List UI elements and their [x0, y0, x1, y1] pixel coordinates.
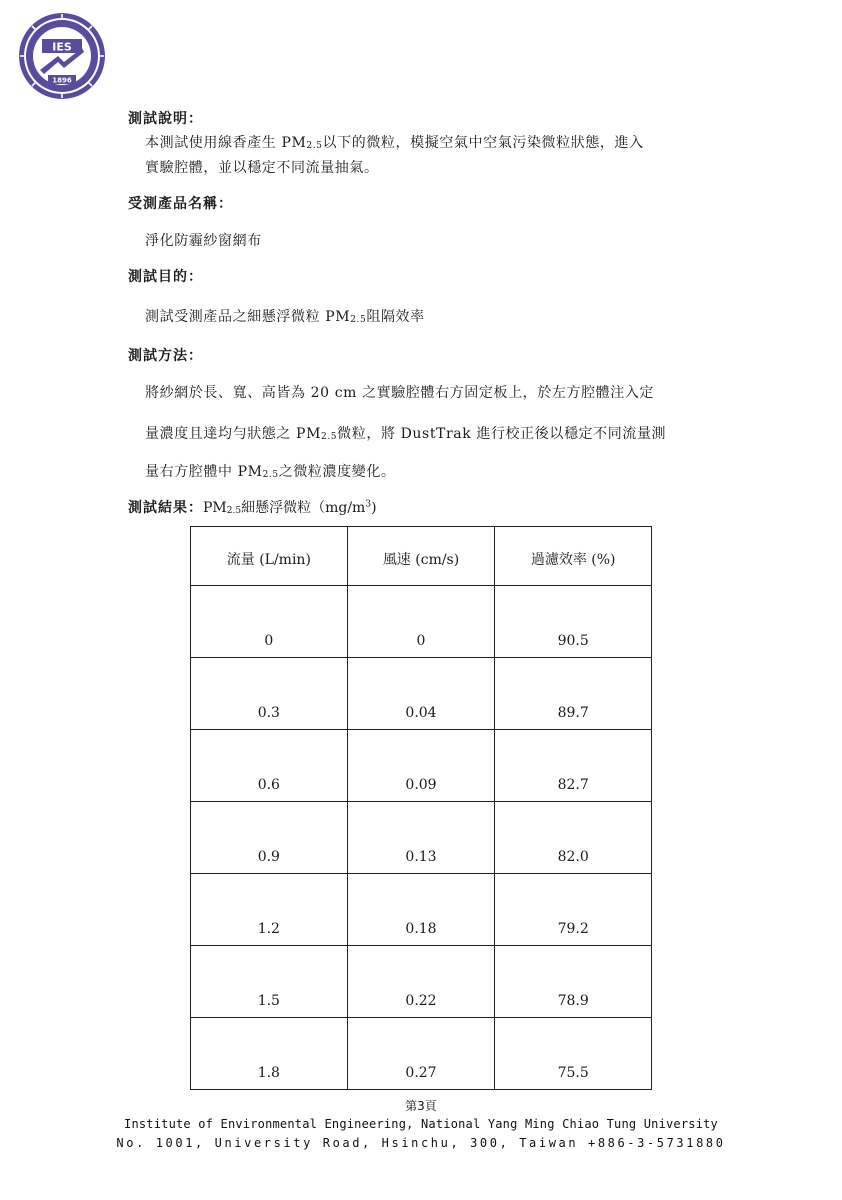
table-row — [191, 730, 652, 802]
method-line-3: 量右方腔體中 $PM_{2.5}$之微粒濃度變化。 — [145, 464, 396, 480]
footer-institute: Institute of Environmental Engineering, National Yang Ming Chiao Tung University — [124, 1117, 718, 1131]
cell-velocity: 0.13 — [347, 802, 495, 874]
cell-flow: 0.9 — [191, 802, 348, 874]
cell-efficiency: 82.0 — [495, 802, 652, 874]
table-header-row — [191, 527, 652, 586]
cell-flow: 0.3 — [191, 658, 348, 730]
cell-velocity: 0 — [347, 586, 495, 658]
results-table — [190, 526, 652, 1090]
heading-test-method: 測試方法： — [128, 348, 203, 364]
cell-efficiency: 75.5 — [495, 1018, 652, 1090]
logo-text: IES — [52, 40, 72, 54]
table-row — [191, 874, 652, 946]
cell-flow: 0 — [191, 586, 348, 658]
table-row — [191, 586, 652, 658]
cell-velocity: 0.18 — [347, 874, 495, 946]
cell-flow: 1.2 — [191, 874, 348, 946]
column-header-velocity: 風速 (cm/s) — [347, 527, 495, 586]
table-row — [191, 802, 652, 874]
logo-year: 1896 — [52, 76, 72, 85]
cell-efficiency: 82.7 — [495, 730, 652, 802]
method-line-1: 將紗網於長、寬、高皆為 20 cm 之實驗腔體右方固定板上，於左方腔體注入定 — [145, 385, 655, 401]
cell-efficiency: 90.5 — [495, 586, 652, 658]
column-header-efficiency: 過濾效率 (%) — [495, 527, 652, 586]
cell-flow: 1.8 — [191, 1018, 348, 1090]
table-row — [191, 658, 652, 730]
heading-product-name: 受測產品名稱： — [128, 196, 233, 212]
cell-efficiency: 78.9 — [495, 946, 652, 1018]
cell-velocity: 0.09 — [347, 730, 495, 802]
description-line-2: 實驗腔體，並以穩定不同流量抽氣。 — [145, 160, 379, 176]
cell-flow: 0.6 — [191, 730, 348, 802]
cell-velocity: 0.04 — [347, 658, 495, 730]
product-name: 淨化防霾紗窗網布 — [145, 233, 262, 249]
cell-efficiency: 89.7 — [495, 658, 652, 730]
test-purpose-text: 測試受測產品之細懸浮微粒 $PM_{2.5}$阻隔效率 — [145, 309, 425, 325]
table-row — [191, 946, 652, 1018]
cell-efficiency: 79.2 — [495, 874, 652, 946]
heading-test-purpose: 測試目的： — [128, 269, 203, 285]
heading-test-description: 測試說明： — [128, 111, 203, 127]
heading-test-result: 測試結果：$PM_{2.5}$細懸浮微粒$(mg/m^3)$ — [128, 499, 377, 516]
column-header-flow: 流量 (L/min) — [191, 527, 348, 586]
cell-velocity: 0.27 — [347, 1018, 495, 1090]
footer-address: No. 1001, University Road, Hsinchu, 300, Taiwan +886-3-5731880 — [116, 1136, 726, 1150]
description-line-1: 本測試使用線香產生 $PM_{2.5}$以下的微粒，模擬空氣中空氣污染微粒狀態，進入 — [145, 135, 644, 151]
university-seal-logo — [18, 12, 106, 100]
page-number: 第3頁 — [405, 1099, 437, 1113]
cell-velocity: 0.22 — [347, 946, 495, 1018]
method-line-2: 量濃度且達均勻狀態之 $PM_{2.5}$微粒，將 DustTrak 進行校正後以穩定不同流量測 — [145, 426, 667, 442]
cell-flow: 1.5 — [191, 946, 348, 1018]
table-row — [191, 1018, 652, 1090]
